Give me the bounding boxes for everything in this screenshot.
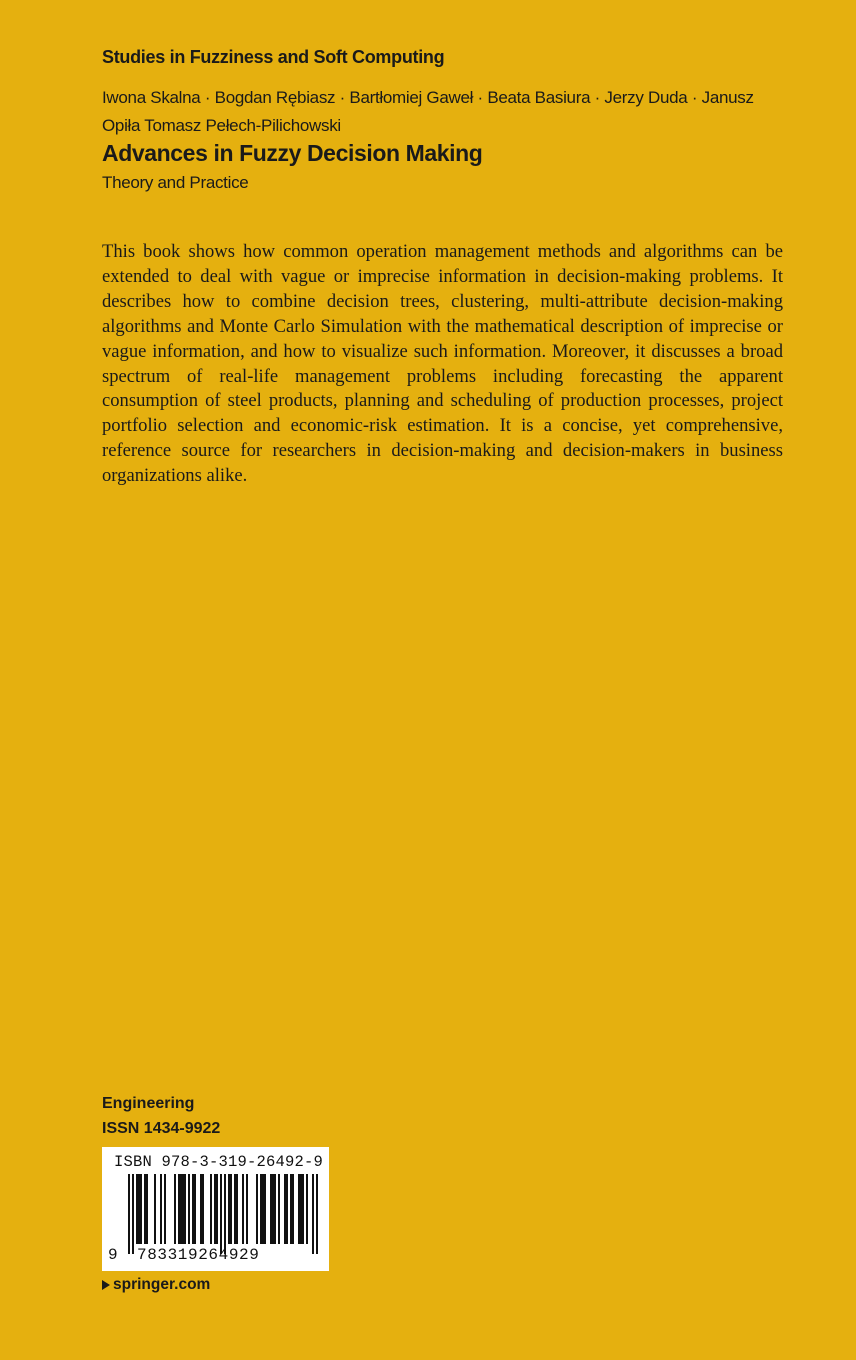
- series-title: Studies in Fuzziness and Soft Computing: [102, 47, 445, 67]
- barcode-bar: [210, 1174, 212, 1244]
- barcode-lead-digit: 9: [108, 1246, 118, 1264]
- barcode-bar: [300, 1174, 302, 1244]
- barcode-bar: [286, 1174, 288, 1244]
- barcode-bar: [132, 1174, 134, 1254]
- barcode-bar: [128, 1174, 130, 1254]
- barcode-bar: [302, 1174, 304, 1244]
- barcode-bar: [194, 1174, 196, 1244]
- barcode-bar: [242, 1174, 244, 1244]
- barcode-bar: [306, 1174, 308, 1244]
- barcode-bar: [234, 1174, 236, 1244]
- website-link[interactable]: springer.com: [113, 1276, 211, 1293]
- barcode: [102, 1147, 329, 1271]
- barcode-bar: [292, 1174, 294, 1244]
- barcode-bar: [274, 1174, 276, 1244]
- barcode-bar: [260, 1174, 262, 1244]
- barcode-bar: [236, 1174, 238, 1244]
- publisher-website[interactable]: [102, 1276, 210, 1294]
- issn-number: ISSN 1434-9922: [102, 1120, 221, 1137]
- barcode-bar: [264, 1174, 266, 1244]
- barcode-bar: [298, 1174, 300, 1244]
- barcode-bar: [192, 1174, 194, 1244]
- barcode-bar: [154, 1174, 156, 1244]
- barcode-bar: [216, 1174, 218, 1244]
- barcode-bar: [182, 1174, 184, 1244]
- barcode-bar: [214, 1174, 216, 1244]
- barcode-bar: [224, 1174, 226, 1254]
- barcode-bar: [144, 1174, 146, 1244]
- book-title: Advances in Fuzzy Decision Making: [102, 140, 483, 166]
- barcode-bar: [278, 1174, 280, 1244]
- barcode-bar: [146, 1174, 148, 1244]
- barcode-bar: [164, 1174, 166, 1244]
- barcode-bar: [220, 1174, 222, 1254]
- author-list: Iwona Skalna · Bogdan Rębiasz · Bartłomiej Gaweł · Beata Basiura · Jerzy Duda · Janusz Opiła Tomasz Pełech-Pilichowski: [102, 88, 754, 135]
- barcode-bar: [202, 1174, 204, 1244]
- barcode-bar: [246, 1174, 248, 1244]
- book-subtitle: Theory and Practice: [102, 173, 249, 192]
- barcode-bar: [284, 1174, 286, 1244]
- barcode-bar: [188, 1174, 190, 1244]
- barcode-bar: [138, 1174, 140, 1244]
- barcode-bar: [312, 1174, 314, 1254]
- barcode-bar: [178, 1174, 180, 1244]
- barcode-bar: [228, 1174, 230, 1244]
- isbn-label: ISBN 978-3-319-26492-9: [114, 1153, 324, 1171]
- barcode-bar: [174, 1174, 176, 1244]
- barcode-bar: [272, 1174, 274, 1244]
- barcode-bar: [140, 1174, 142, 1244]
- barcode-bar: [316, 1174, 318, 1254]
- barcode-bar: [180, 1174, 182, 1244]
- barcode-bar: [270, 1174, 272, 1244]
- barcode-digits: 783319264929: [137, 1246, 260, 1264]
- barcode-bar: [262, 1174, 264, 1244]
- book-description: This book shows how common operation management methods and algorithms can be extended to deal with vague or imprecise information in decision-making problems. It describes how to combine decision trees, clustering, multi-attribute decision-making algorithms and Monte Carlo Simulation with the mathematical description of imprecise or vague information, and how to visualize such information. Moreover, it discusses a broad spectrum of real-life management problems including forecasting the apparent consumption of steel products, planning and scheduling of production processes, project portfolio selection and economic-risk estimation. It is a concise, yet comprehensive, reference source for researchers in decision-making and decision-makers in business organizations alike.: [102, 241, 783, 487]
- barcode-bar: [200, 1174, 202, 1244]
- subject-category: Engineering: [102, 1095, 195, 1112]
- arrow-right-icon: [102, 1280, 110, 1290]
- barcode-bar: [290, 1174, 292, 1244]
- barcode-bar: [160, 1174, 162, 1244]
- barcode-bar: [230, 1174, 232, 1244]
- barcode-bar: [184, 1174, 186, 1244]
- barcode-bar: [136, 1174, 138, 1244]
- barcode-bar: [256, 1174, 258, 1244]
